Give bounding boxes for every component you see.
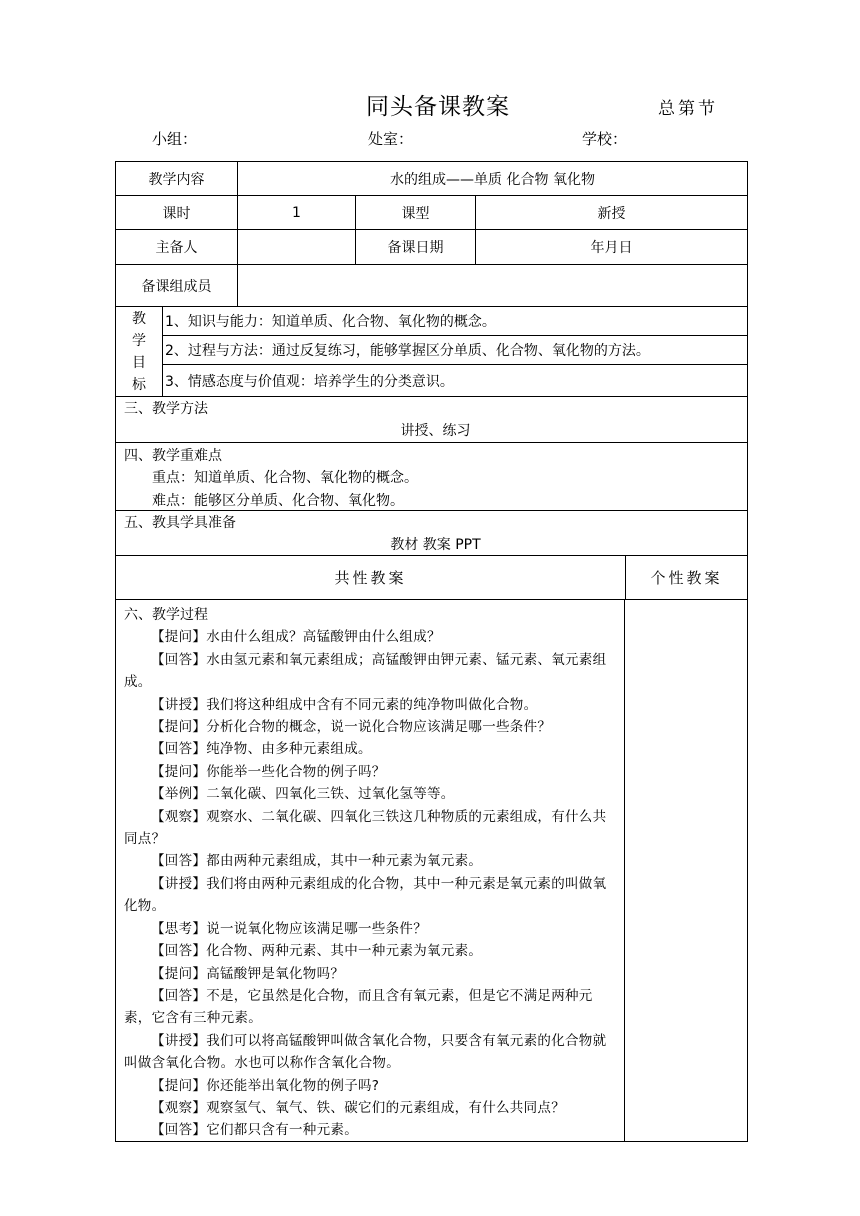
period-value: 1 — [237, 196, 355, 229]
process-paragraph: 【回答】不是，它虽然是化合物，而且含有氧元素，但是它不满足两种元素，它含有三种元素。 — [124, 987, 593, 1027]
methods-content: 讲授、练习 — [400, 423, 471, 439]
keypoints-heading: 四、教学重难点 — [124, 448, 222, 464]
process-paragraph: 【观察】观察氢气、氧气、铁、碳它们的元素组成，有什么共同点？ — [151, 1099, 565, 1116]
process-paragraph: 【回答】都由两种元素组成，其中一种元素为氧元素。 — [151, 853, 483, 870]
document-title: 同头备课教案 — [366, 94, 510, 120]
process-paragraph: 【观察】观察水、二氧化碳、四氧化三铁这几种物质的元素组成，有什么共同点？ — [124, 808, 607, 848]
methods-heading: 三、教学方法 — [124, 401, 208, 417]
column-header-row — [116, 556, 747, 600]
keypoint-key: 重点：知道单质、化合物、氧化物的概念。 — [152, 470, 418, 486]
common-plan-content — [116, 600, 625, 1141]
process-section — [116, 600, 747, 1142]
process-heading: 六、教学过程 — [124, 607, 208, 623]
content-row — [116, 162, 747, 196]
content-value: 水的组成——单质 化合物 氧化物 — [237, 162, 747, 195]
process-paragraph: 【提问】水由什么组成？高锰酸钾由什么组成？ — [151, 629, 441, 646]
lead-value — [237, 230, 355, 264]
lead-label: 主备人 — [155, 240, 198, 256]
process-paragraph: 【讲授】我们将这种组成中含有不同元素的纯净物叫做化合物。 — [151, 696, 538, 713]
process-paragraph: 【提问】你还能举出氧化物的例子吗? — [151, 1077, 380, 1094]
period-row — [116, 196, 747, 230]
common-plan-header: 共性教案 — [334, 569, 407, 587]
type-label: 课型 — [355, 196, 475, 229]
process-paragraph: 【提问】你能举一些化合物的例子吗？ — [151, 763, 386, 780]
office-label: 处室： — [368, 130, 414, 148]
personal-plan-content — [625, 600, 747, 1141]
process-paragraph: 【提问】高锰酸钾是氧化物吗？ — [151, 965, 345, 982]
objective-process: 2、过程与方法：通过反复练习，能够掌握区分单质、化合物、氧化物的方法。 — [163, 336, 747, 365]
methods-section — [116, 397, 747, 443]
process-paragraph: 【回答】纯净物、由多种元素组成。 — [151, 741, 372, 758]
keypoints-section — [116, 443, 747, 511]
process-paragraph: 【回答】化合物、两种元素、其中一种元素为氧元素。 — [151, 943, 483, 960]
objective-knowledge: 1、知识与能力：知道单质、化合物、氧化物的概念。 — [163, 307, 747, 336]
tools-content: 教材 教案 PPT — [390, 537, 481, 553]
tools-heading: 五、教具学具准备 — [124, 515, 236, 531]
process-paragraph: 【讲授】我们可以将高锰酸钾叫做含氧化合物，只要含有氧元素的化合物就叫做含氧化合物。水也可以称作含氧化合物。 — [124, 1032, 607, 1072]
group-label: 小组： — [152, 130, 198, 148]
section-number-label: 总第节 — [658, 99, 718, 119]
process-paragraph: 【提问】分析化合物的概念，说一说化合物应该满足哪一些条件？ — [151, 719, 552, 736]
type-value: 新授 — [475, 196, 747, 229]
process-paragraph: 【思考】说一说氧化物应该满足哪一些条件？ — [151, 920, 427, 937]
school-label: 学校： — [582, 130, 628, 148]
process-paragraph: 【举例】二氧化碳、四氧化三铁、过氧化氢等等。 — [151, 786, 455, 803]
objectives-side-label: 教 学 目 标 — [116, 307, 163, 396]
tools-section — [116, 511, 747, 556]
period-label: 课时 — [162, 205, 191, 222]
personal-plan-header: 个性教案 — [625, 556, 747, 599]
content-label: 教学内容 — [148, 171, 205, 188]
objectives-section — [116, 307, 747, 397]
process-paragraph: 【回答】它们都只含有一种元素。 — [151, 1122, 358, 1139]
members-label: 备课组成员 — [141, 278, 212, 295]
process-paragraph: 【回答】水由氢元素和氧元素组成；高锰酸钾由钾元素、锰元素、氧元素组成。 — [124, 651, 607, 691]
date-value: 年月日 — [475, 230, 747, 264]
keypoint-difficult: 难点：能够区分单质、化合物、氧化物。 — [152, 493, 404, 509]
process-paragraph: 【讲授】我们将由两种元素组成的化合物，其中一种元素是氧元素的叫做氧化物。 — [124, 875, 607, 915]
date-label: 备课日期 — [355, 230, 475, 264]
members-row — [116, 265, 747, 307]
lead-row — [116, 230, 747, 265]
lesson-plan-table — [115, 161, 748, 1142]
objective-attitude: 3、情感态度与价值观：培养学生的分类意识。 — [165, 373, 454, 390]
members-value — [237, 265, 747, 306]
